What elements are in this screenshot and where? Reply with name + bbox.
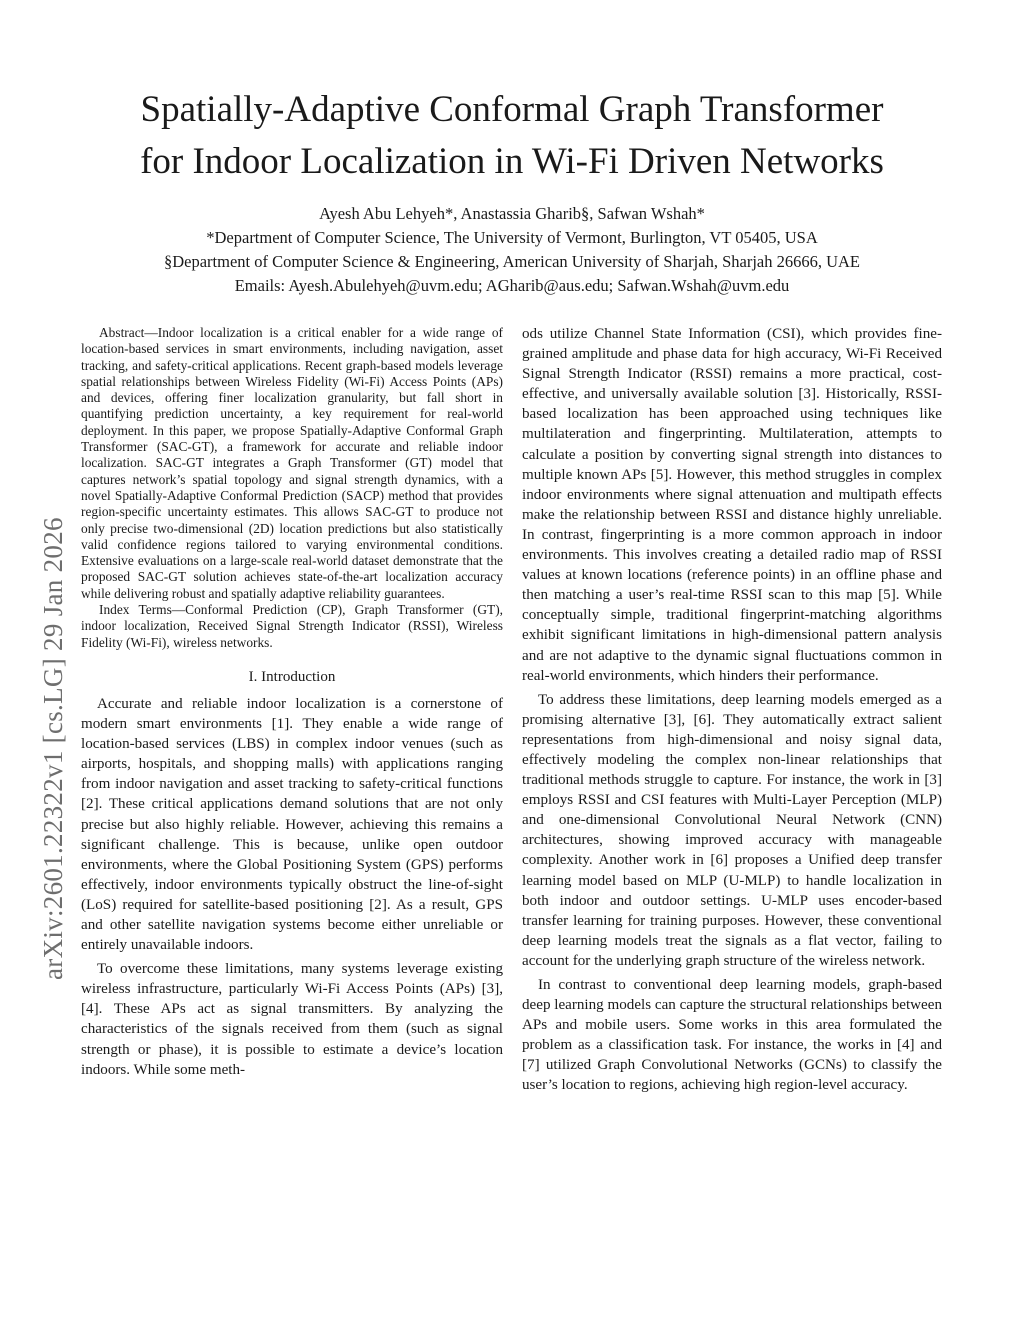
author-names: Ayesh Abu Lehyeh*, Anastassia Gharib§, Safwan Wshah* [319, 204, 705, 223]
section-heading-introduction: I. Introduction [248, 668, 336, 685]
paper-title [60, 84, 964, 188]
title-line-2: for Indoor Localization in Wi-Fi Driven Networks [140, 141, 884, 182]
author-block [60, 202, 964, 298]
intro-paragraph-1: Accurate and reliable indoor localization is a cornerstone of modern smart environments [1]. They enable a wide range of location-based services (LBS) in complex indoor venues (such as airports, hospitals, and shopping malls) with applications ranging from indoor navigation and asset tracking to safety-critical functions [2]. These critical applications demand solutions that are not only precise but also highly reliable. However, achieving this remains a significant challenge. This is because, unlike open outdoor environments, where the Global Positioning System (GPS) performs effectively, indoor environments typically obstruct the line-of-sight (LoS) required for satellite-based positioning [2]. As a result, GPS and other satellite navigation systems become either unreliable or entirely unavailable indoors. [81, 695, 503, 954]
intro-paragraph-2: To overcome these limitations, many systems leverage existing wireless infrastructure, particularly Wi-Fi Access Points (APs) [3], [4]. These APs act as signal transmitters. By analyzing the characteristics of the signals received from them (such as signal strength or phase), it is possible to estimate a device’s location indoors. While some meth- [81, 961, 503, 1078]
author-emails[interactable]: Emails: Ayesh.Abulehyeh@uvm.edu; AGharib@aus.edu; Safwan.Wshah@uvm.edu [234, 276, 790, 295]
index-terms: Index Terms—Conformal Prediction (CP), Graph Transformer (GT), indoor localization, Received Signal Strength Indicator (RSSI), Wireless Fidelity (Wi-Fi), wireless networks. [81, 602, 503, 650]
intro-paragraph-3: ods utilize Channel State Information (CSI), which provides fine-grained amplitude and phase data for high accuracy, Wi-Fi Received Signal Strength Indicator (RSSI) remains a more practical, cost-effective, and universally available solution [3]. Historically, RSSI-based localization has been approached using techniques like multilateration and fingerprinting. Multilateration, attempts to calculate a position by converting signal strength into distances to multiple known APs [5]. However, this method struggles in complex indoor environments where signal attenuation and multipath effects make the relationship between RSSI and distance highly unreliable. In contrast, fingerprinting is a more common approach in indoor environments. This involves creating a detailed radio map of RSSI values at known locations (reference points) in an offline phase and then matching a user’s real-time RSSI scan to this map [5]. While conceptually simple, traditional fingerprint-matching algorithms exhibit significant limitations in high-dimensional pattern analysis and are not adaptive to the dynamic signal fluctuations common in real-world environments, which hinders their performance. [522, 326, 942, 684]
title-line-1: Spatially-Adaptive Conformal Graph Transformer [140, 89, 884, 130]
affiliation-1: *Department of Computer Science, The University of Vermont, Burlington, VT 05405, USA [206, 228, 818, 247]
affiliation-2: §Department of Computer Science & Engineering, American University of Sharjah, Sharjah 26666, UAE [163, 252, 861, 271]
intro-paragraph-4: To address these limitations, deep learning models emerged as a promising alternative [3], [6]. They automatically extract salient representations from high-dimensional and noisy signal data, effectively modeling the complex non-linear relationships that traditional methods struggle to capture. For instance, the work in [3] employs RSSI and CSI features with Multi-Layer Perception (MLP) and one-dimensional Convolutional Neural Network (CNN) architectures, showing improved accuracy with manageable complexity. Another work in [6] proposes a Unified deep transfer learning model based on MLP (U-MLP) to handle localization in both indoor and outdoor settings. U-MLP uses encoder-based transfer learning for training purposes. However, these conventional deep learning models treat the signals as a flat vector, failing to account for the underlying graph structure of the wireless network. [522, 691, 942, 969]
left-column [81, 325, 503, 1084]
arxiv-identifier[interactable]: arXiv:2601.22322v1 [cs.LG] 29 Jan 2026 [38, 517, 68, 980]
abstract: Abstract—Indoor localization is a critical enabler for a wide range of location-based services in smart environments, including navigation, asset tracking, and safety-critical applications. Recent graph-based models leverage spatial relationships between Wireless Fidelity (Wi-Fi) Access Points (APs) and devices, offering finer localization granularity, but fall short in quantifying prediction uncertainty, a key requirement for real-world deployment. In this paper, we propose Spatially-Adaptive Conformal Graph Transformer (SAC-GT), a framework for accurate and reliable indoor localization. SAC-GT integrates a Graph Transformer (GT) model that captures network’s spatial topology and signal strength dynamics, with a novel Spatially-Adaptive Conformal Prediction (SACP) method that provides region-specific uncertainty estimates. This allows SAC-GT to produce not only precise two-dimensional (2D) location predictions but also statistically valid confidence regions tailored to varying environmental conditions. Extensive evaluations on a large-scale real-world dataset demonstrate that the proposed SAC-GT solution achieves state-of-the-art localization accuracy while delivering robust and spatially adaptive reliability guarantees. [81, 325, 503, 601]
intro-paragraph-5: In contrast to conventional deep learning models, graph-based deep learning models can capture the structural relationships between APs and mobile users. Some works in this area formulated the problem as a classification task. For instance, the works in [4] and [7] utilized Graph Convolutional Networks (GCNs) to classify the user’s location to regions, achieving high region-level accuracy. [522, 977, 942, 1094]
right-column [522, 324, 942, 1100]
